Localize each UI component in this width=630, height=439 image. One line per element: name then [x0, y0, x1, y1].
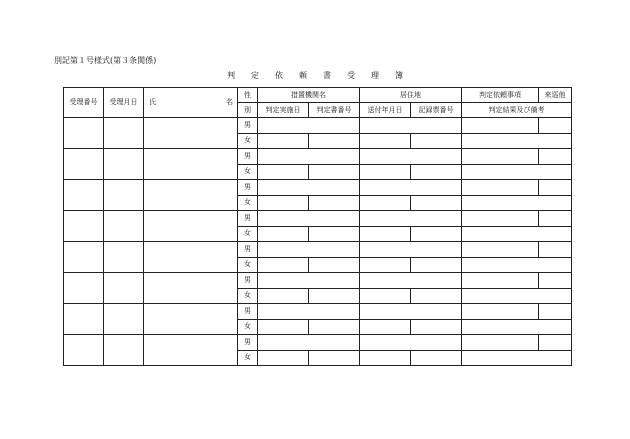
sex-female-label: 女: [238, 226, 258, 242]
receipt-date-cell[interactable]: [104, 273, 144, 304]
record-number-cell[interactable]: [411, 288, 462, 304]
header-receipt-number: 受理番号: [64, 88, 104, 118]
facility-cell[interactable]: [258, 118, 360, 134]
send-date-cell[interactable]: [360, 319, 411, 335]
receipt-number-cell[interactable]: [64, 180, 104, 211]
header-name-right: 名: [226, 98, 233, 106]
sex-male-label: 男: [238, 304, 258, 320]
residence-cell[interactable]: [360, 335, 462, 351]
document-number-cell[interactable]: [309, 164, 360, 180]
record-number-cell[interactable]: [411, 164, 462, 180]
visit-cell[interactable]: [539, 273, 572, 289]
result-notes-cell[interactable]: [462, 288, 572, 304]
facility-cell[interactable]: [258, 335, 360, 351]
table-row: [64, 242, 572, 258]
receipt-number-cell[interactable]: [64, 335, 104, 366]
send-date-cell[interactable]: [360, 257, 411, 273]
sex-male-label: 男: [238, 180, 258, 196]
judgment-date-cell[interactable]: [258, 195, 309, 211]
record-number-cell[interactable]: [411, 257, 462, 273]
record-number-cell[interactable]: [411, 133, 462, 149]
visit-cell[interactable]: [539, 211, 572, 227]
name-cell[interactable]: [144, 273, 238, 304]
send-date-cell[interactable]: [360, 133, 411, 149]
residence-cell[interactable]: [360, 242, 462, 258]
record-number-cell[interactable]: [411, 195, 462, 211]
record-number-cell[interactable]: [411, 350, 462, 366]
result-notes-cell[interactable]: [462, 133, 572, 149]
document-number-cell[interactable]: [309, 257, 360, 273]
request-items-cell[interactable]: [462, 118, 539, 134]
judgment-date-cell[interactable]: [258, 133, 309, 149]
header-name: [144, 88, 238, 118]
name-cell[interactable]: [144, 304, 238, 335]
request-items-cell[interactable]: [462, 149, 539, 165]
sex-female-label: 女: [238, 257, 258, 273]
facility-cell[interactable]: [258, 180, 360, 196]
facility-cell[interactable]: [258, 149, 360, 165]
residence-cell[interactable]: [360, 304, 462, 320]
receipt-date-cell[interactable]: [104, 242, 144, 273]
facility-cell[interactable]: [258, 304, 360, 320]
judgment-date-cell[interactable]: [258, 257, 309, 273]
judgment-date-cell[interactable]: [258, 288, 309, 304]
record-number-cell[interactable]: [411, 319, 462, 335]
table-row: [64, 180, 572, 196]
sex-female-label: 女: [238, 319, 258, 335]
facility-cell[interactable]: [258, 242, 360, 258]
receipt-date-cell[interactable]: [104, 180, 144, 211]
visit-cell[interactable]: [539, 180, 572, 196]
receipt-number-cell[interactable]: [64, 149, 104, 180]
header-document-number: 判定書番号: [309, 103, 360, 118]
table-row: [64, 273, 572, 289]
sex-female-label: 女: [238, 133, 258, 149]
register-table: [63, 87, 572, 366]
table-row: [64, 335, 572, 351]
sex-male-label: 男: [238, 242, 258, 258]
name-cell[interactable]: [144, 335, 238, 366]
sex-female-label: 女: [238, 350, 258, 366]
visit-cell[interactable]: [539, 304, 572, 320]
request-items-cell[interactable]: [462, 335, 539, 351]
visit-cell[interactable]: [539, 242, 572, 258]
header-request-items: 判定依頼事項: [462, 88, 539, 103]
send-date-cell[interactable]: [360, 195, 411, 211]
residence-cell[interactable]: [360, 273, 462, 289]
table-row: [64, 211, 572, 227]
header-record-number: 記録票番号: [411, 103, 462, 118]
sex-female-label: 女: [238, 288, 258, 304]
request-items-cell[interactable]: [462, 211, 539, 227]
result-notes-cell[interactable]: [462, 195, 572, 211]
request-items-cell[interactable]: [462, 304, 539, 320]
table-row: [64, 149, 572, 165]
document-number-cell[interactable]: [309, 195, 360, 211]
receipt-number-cell[interactable]: [64, 118, 104, 149]
receipt-number-cell[interactable]: [64, 273, 104, 304]
result-notes-cell[interactable]: [462, 164, 572, 180]
judgment-date-cell[interactable]: [258, 226, 309, 242]
header-facility: 措置機関名: [258, 88, 360, 103]
header-judgment-date: 判定実施日: [258, 103, 309, 118]
form-label: 別記第１号様式(第３条関係): [54, 56, 157, 65]
name-cell[interactable]: [144, 149, 238, 180]
name-cell[interactable]: [144, 242, 238, 273]
document-number-cell[interactable]: [309, 288, 360, 304]
receipt-number-cell[interactable]: [64, 211, 104, 242]
page-title: 判 定 依 頼 書 受 理 簿: [227, 71, 403, 80]
facility-cell[interactable]: [258, 273, 360, 289]
sex-male-label: 男: [238, 335, 258, 351]
receipt-date-cell[interactable]: [104, 149, 144, 180]
receipt-date-cell[interactable]: [104, 304, 144, 335]
table-row: [64, 118, 572, 134]
facility-cell[interactable]: [258, 211, 360, 227]
header-name-left: 氏: [149, 98, 156, 106]
receipt-number-cell[interactable]: [64, 242, 104, 273]
visit-cell[interactable]: [539, 149, 572, 165]
sex-male-label: 男: [238, 273, 258, 289]
residence-cell[interactable]: [360, 211, 462, 227]
header-sex-bottom: 別: [238, 103, 258, 118]
sex-male-label: 男: [238, 149, 258, 165]
residence-cell[interactable]: [360, 149, 462, 165]
result-notes-cell[interactable]: [462, 226, 572, 242]
sex-male-label: 男: [238, 118, 258, 134]
judgment-date-cell[interactable]: [258, 350, 309, 366]
result-notes-cell[interactable]: [462, 319, 572, 335]
request-items-cell[interactable]: [462, 273, 539, 289]
residence-cell[interactable]: [360, 180, 462, 196]
header-sex-top: 性: [238, 88, 258, 103]
header-receipt-date: 受理月日: [104, 88, 144, 118]
send-date-cell[interactable]: [360, 350, 411, 366]
request-items-cell[interactable]: [462, 242, 539, 258]
name-cell[interactable]: [144, 211, 238, 242]
document-number-cell[interactable]: [309, 350, 360, 366]
receipt-date-cell[interactable]: [104, 335, 144, 366]
judgment-date-cell[interactable]: [258, 319, 309, 335]
record-number-cell[interactable]: [411, 226, 462, 242]
send-date-cell[interactable]: [360, 226, 411, 242]
send-date-cell[interactable]: [360, 164, 411, 180]
header-send-date: 送付年月日: [360, 103, 411, 118]
header-visit: 来巡他: [539, 88, 572, 103]
send-date-cell[interactable]: [360, 288, 411, 304]
request-items-cell[interactable]: [462, 180, 539, 196]
residence-cell[interactable]: [360, 118, 462, 134]
sex-female-label: 女: [238, 195, 258, 211]
result-notes-cell[interactable]: [462, 257, 572, 273]
document-number-cell[interactable]: [309, 133, 360, 149]
result-notes-cell[interactable]: [462, 350, 572, 366]
name-cell[interactable]: [144, 180, 238, 211]
document-number-cell[interactable]: [309, 319, 360, 335]
sex-female-label: 女: [238, 164, 258, 180]
table-row: [64, 304, 572, 320]
header-residence: 居住地: [360, 88, 462, 103]
visit-cell[interactable]: [539, 118, 572, 134]
header-result-notes: 判定結果及び備考: [462, 103, 572, 118]
receipt-date-cell[interactable]: [104, 211, 144, 242]
sex-male-label: 男: [238, 211, 258, 227]
visit-cell[interactable]: [539, 335, 572, 351]
receipt-number-cell[interactable]: [64, 304, 104, 335]
receipt-date-cell[interactable]: [104, 118, 144, 149]
document-number-cell[interactable]: [309, 226, 360, 242]
judgment-date-cell[interactable]: [258, 164, 309, 180]
name-cell[interactable]: [144, 118, 238, 149]
